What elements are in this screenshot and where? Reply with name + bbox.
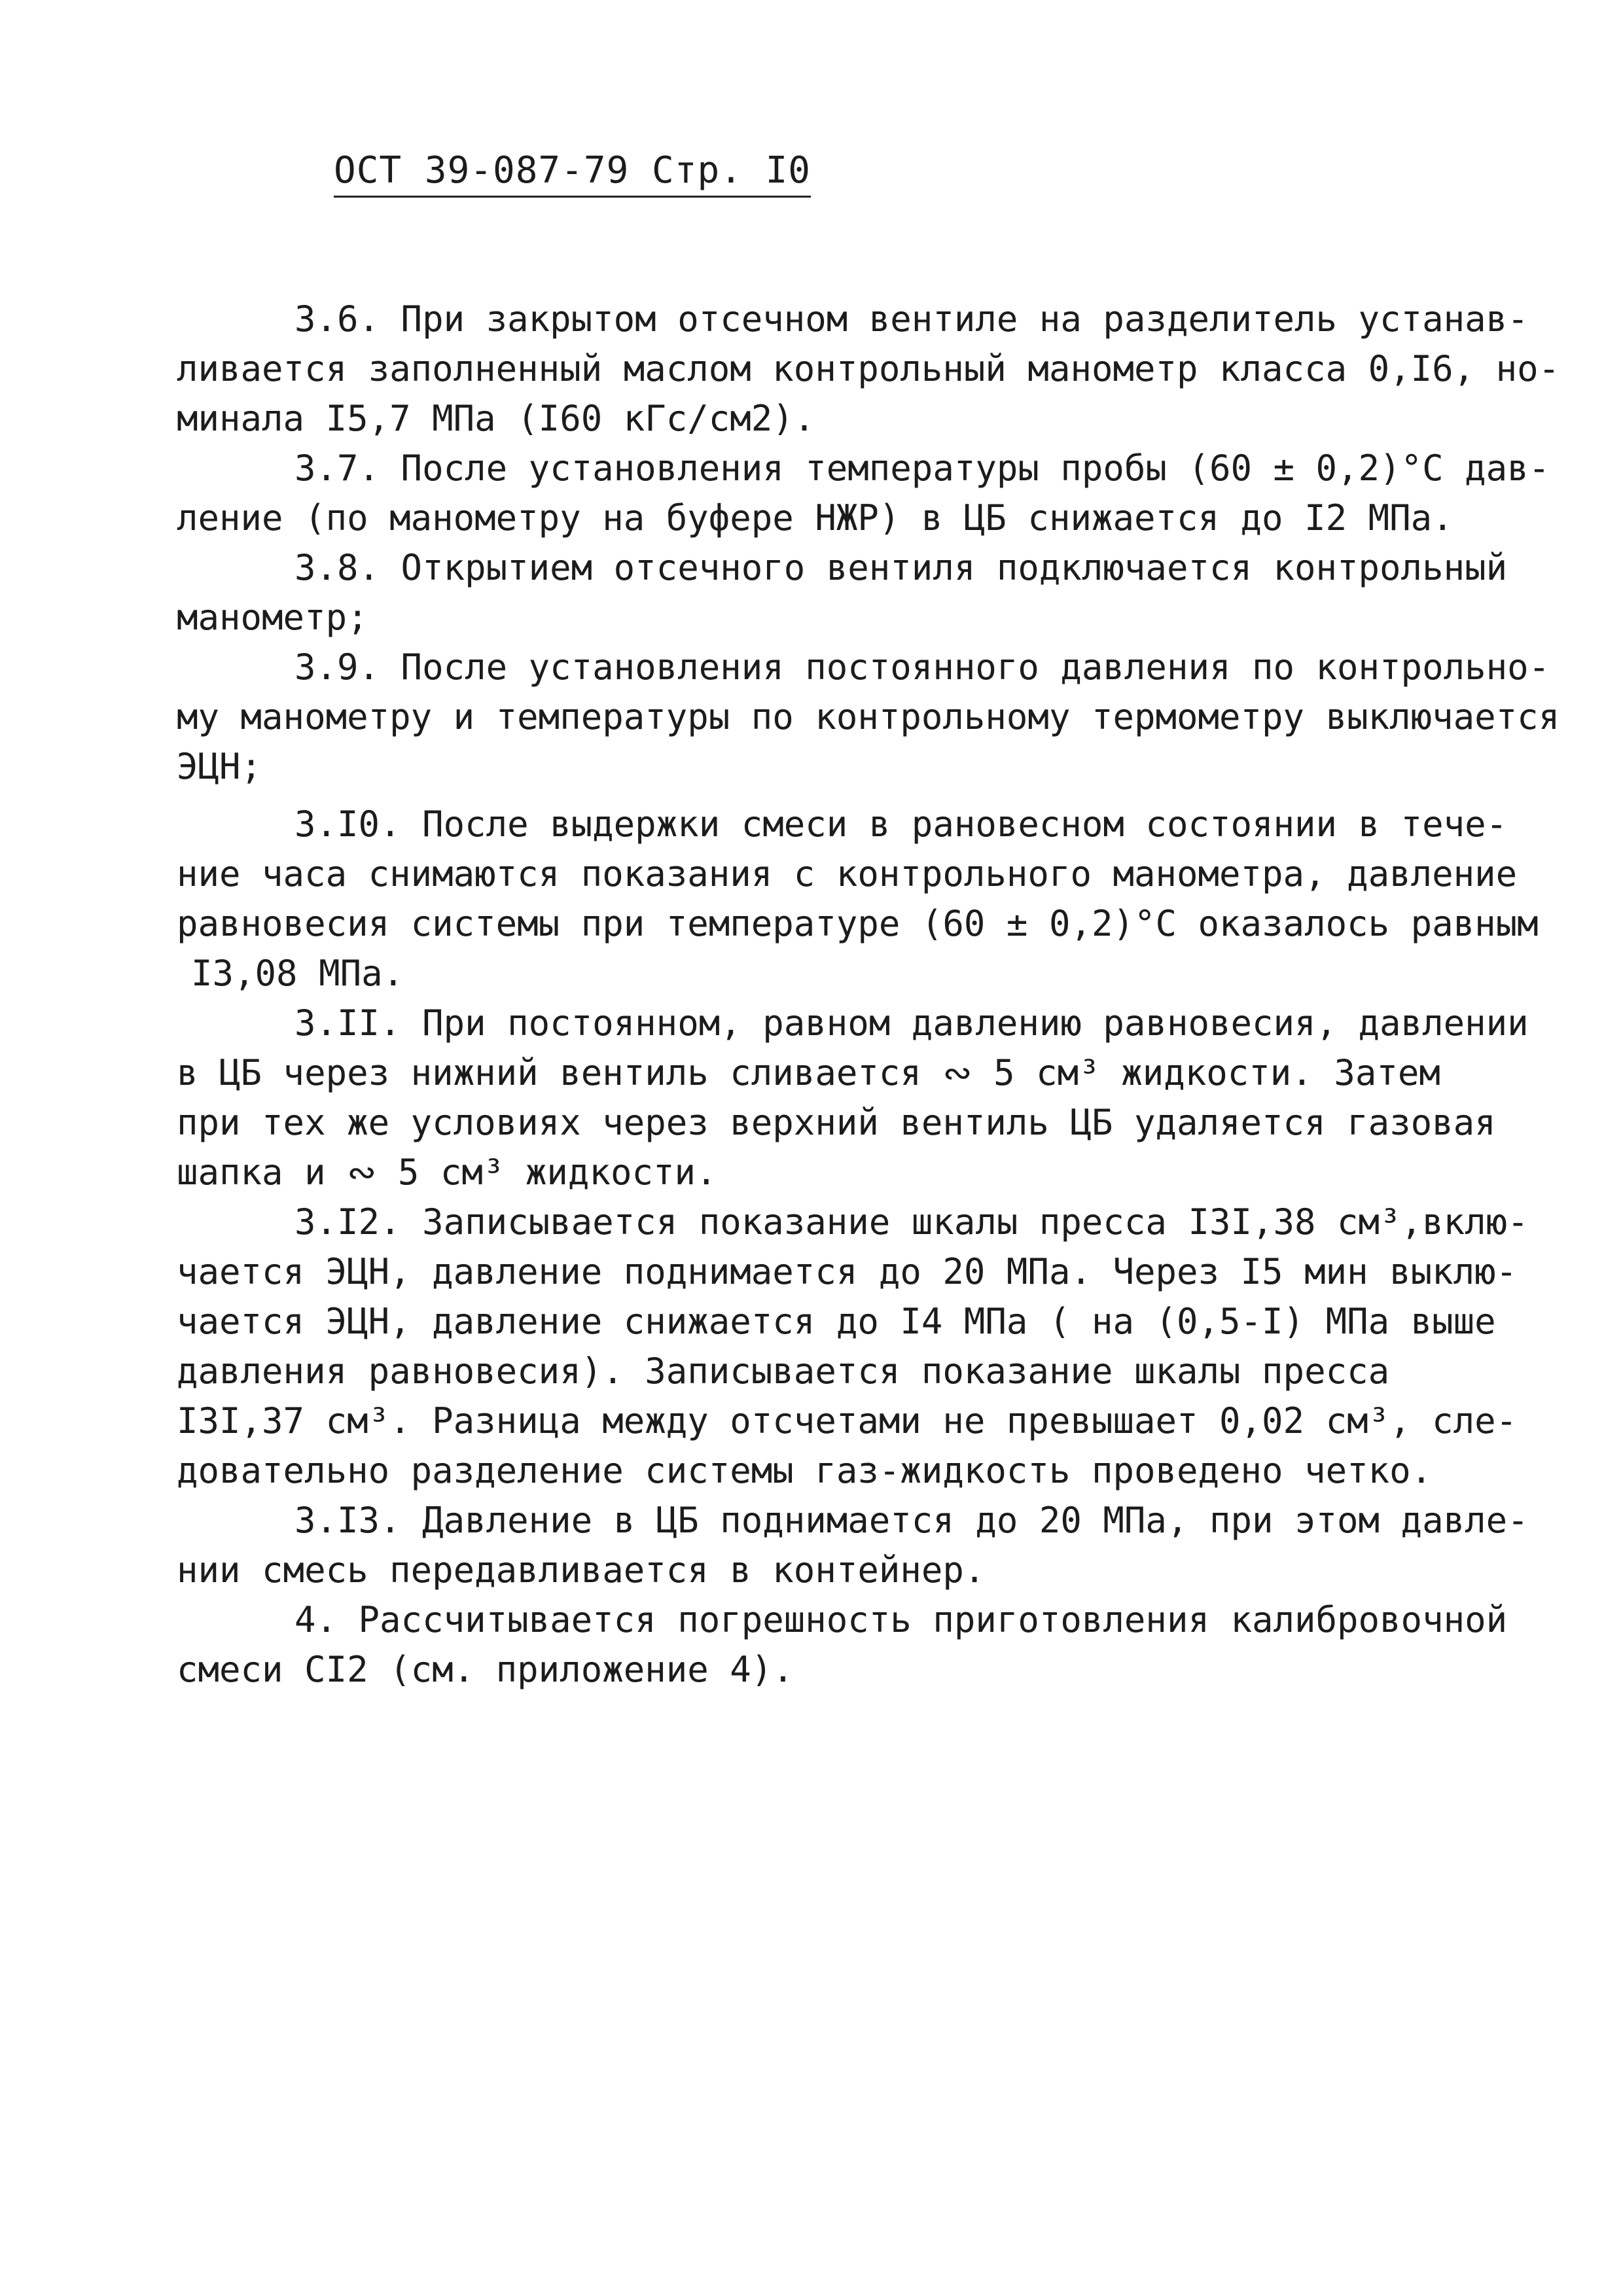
text-line: шапка и ∾ 5 см³ жидкости. bbox=[177, 1152, 717, 1193]
text-line: 4. Рассчитывается погрешность приготовления калибровочной bbox=[294, 1599, 1508, 1640]
text-line: 3.8. Открытием отсечного вентиля подключается контрольный bbox=[294, 547, 1508, 588]
text-line: ЭЦН; bbox=[177, 746, 262, 787]
text-line: чается ЭЦН, давление снижается до I4 МПа ( на (0,5-I) МПа выше bbox=[177, 1301, 1496, 1342]
text-line: 3.I0. После выдержки смеси в рановесном состоянии в тече- bbox=[294, 804, 1508, 845]
document-header: ОСТ 39-087-79 Стр. I0 bbox=[334, 149, 811, 198]
text-line: при тех же условиях через верхний вентиль ЦБ удаляется газовая bbox=[177, 1102, 1496, 1143]
text-line: равновесия системы при температуре (60 ± 0,2)°С оказалось равным bbox=[177, 903, 1539, 944]
text-line: ние часа снимаются показания с контрольного манометра, давление bbox=[177, 853, 1518, 894]
text-line: в ЦБ через нижний вентиль сливается ∾ 5 см³ жидкости. Затем bbox=[177, 1052, 1440, 1093]
text-line: 3.I3. Давление в ЦБ поднимается до 20 МПа, при этом давле- bbox=[294, 1500, 1529, 1541]
text-line: давления равновесия). Записывается показание шкалы пресса bbox=[177, 1351, 1390, 1392]
text-line: смеси СI2 (см. приложение 4). bbox=[177, 1649, 794, 1690]
text-line: ление (по манометру на буфере НЖР) в ЦБ снижается до I2 МПа. bbox=[177, 497, 1454, 539]
text-line: ливается заполненный маслом контрольный манометр класса 0,I6, но- bbox=[177, 348, 1560, 389]
text-line: нии смесь передавливается в контейнер. bbox=[177, 1549, 986, 1591]
text-line: 3.II. При постоянном, равном давлению равновесия, давлении bbox=[294, 1002, 1529, 1044]
text-line: 3.I2. Записывается показание шкалы пресса I3I,38 см³,вклю- bbox=[294, 1201, 1529, 1243]
text-line: му манометру и температуры по контрольному термометру выключается bbox=[177, 696, 1560, 737]
document-body bbox=[177, 294, 1560, 1695]
text-line: чается ЭЦН, давление поднимается до 20 МПа. Через I5 мин выклю- bbox=[177, 1251, 1518, 1292]
text-line: I3,08 МПа. bbox=[191, 953, 404, 994]
text-line: 3.9. После установления постоянного давления по контрольно- bbox=[294, 646, 1550, 688]
text-line: минала I5,7 МПа (I60 кГс/см2). bbox=[177, 398, 815, 439]
text-line: манометр; bbox=[177, 597, 368, 638]
text-line: довательно разделение системы газ-жидкость проведено четко. bbox=[177, 1450, 1433, 1491]
text-line: I3I,37 см³. Разница между отсчетами не превышает 0,02 см³, сле- bbox=[177, 1400, 1518, 1441]
text-line: 3.6. При закрытом отсечном вентиле на разделитель устанав- bbox=[294, 298, 1529, 340]
text-line: 3.7. После установления температуры пробы (60 ± 0,2)°С дав- bbox=[294, 448, 1550, 489]
